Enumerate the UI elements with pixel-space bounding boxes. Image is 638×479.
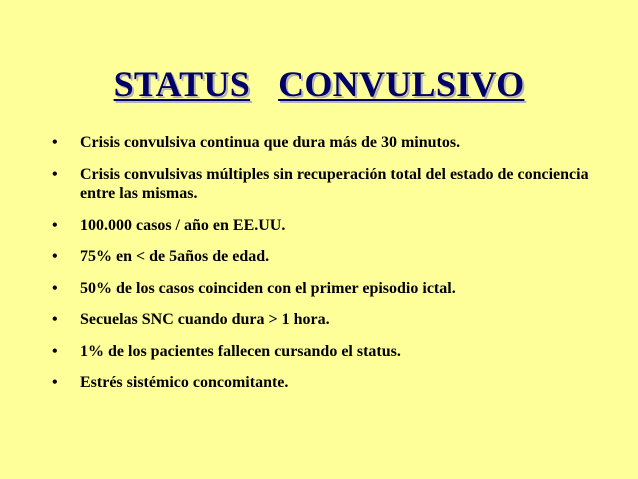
bullet-text: Secuelas SNC cuando dura > 1 hora. xyxy=(80,311,330,328)
bullet-icon: • xyxy=(52,342,58,360)
bullet-item xyxy=(52,165,622,204)
bullet-text: 1% de los pacientes fallecen cursando el status. xyxy=(80,342,401,360)
bullet-item xyxy=(52,310,622,330)
bullet-icon: • xyxy=(52,311,58,328)
bullet-item xyxy=(52,247,622,267)
bullet-item xyxy=(52,133,622,153)
bullet-item xyxy=(52,373,622,393)
title-word-status: STATUS xyxy=(113,64,251,104)
bullet-item xyxy=(52,342,622,362)
title-word-convulsivo: CONVULSIVO xyxy=(278,64,525,104)
title-space xyxy=(259,64,268,104)
bullet-icon: • xyxy=(52,216,58,234)
bullet-text: Estrés sistémico concomitante. xyxy=(80,374,289,391)
bullet-text: Crisis convulsiva continua que dura más de 30 minutos. xyxy=(80,134,461,151)
bullet-icon: • xyxy=(52,374,58,391)
bullet-item xyxy=(52,279,622,299)
bullet-text: 50% de los casos coinciden con el primer episodio ictal. xyxy=(80,279,456,297)
bullet-list xyxy=(52,133,622,405)
bullet-text: Crisis convulsivas múltiples sin recuperación total del estado de conciencia entre las mismas. xyxy=(80,165,589,202)
bullet-icon: • xyxy=(52,279,58,297)
slide-title xyxy=(0,62,638,106)
bullet-text: 100.000 casos / año en EE.UU. xyxy=(80,216,286,234)
bullet-icon: • xyxy=(52,134,58,151)
bullet-icon: • xyxy=(52,165,58,183)
bullet-icon: • xyxy=(52,248,58,265)
bullet-item xyxy=(52,216,622,236)
bullet-text: 75% en < de 5años de edad. xyxy=(80,248,270,265)
